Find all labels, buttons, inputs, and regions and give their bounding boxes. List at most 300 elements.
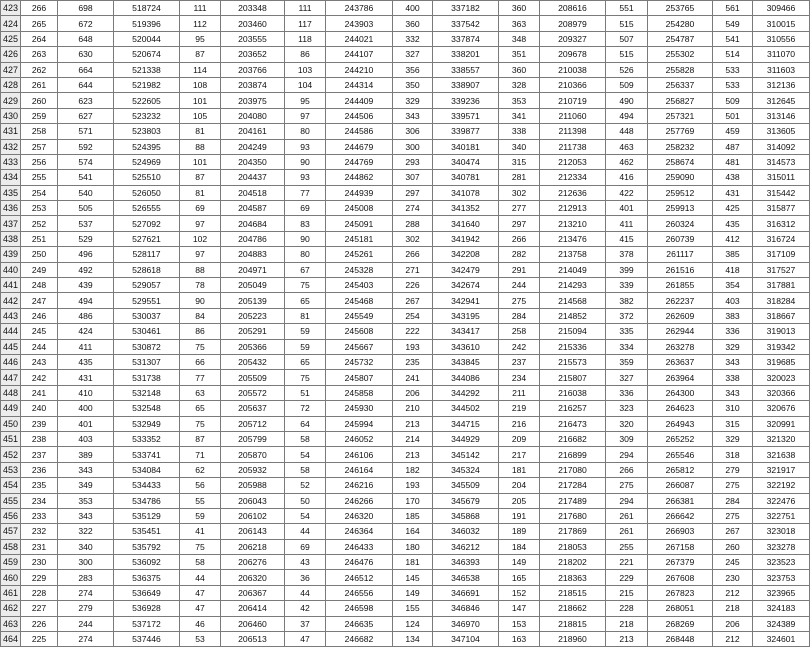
table-cell[interactable]: 236 <box>21 462 58 477</box>
row-header-cell[interactable]: 460 <box>1 570 21 585</box>
table-cell[interactable]: 205291 <box>221 324 285 339</box>
table-cell[interactable]: 294 <box>606 493 648 508</box>
table-cell[interactable]: 263964 <box>648 370 713 385</box>
row-header-cell[interactable]: 456 <box>1 508 21 523</box>
table-cell[interactable]: 245930 <box>326 401 393 416</box>
table-cell[interactable]: 284 <box>713 493 753 508</box>
table-cell[interactable]: 59 <box>285 339 326 354</box>
table-cell[interactable]: 337542 <box>433 16 499 31</box>
table-cell[interactable]: 246433 <box>326 539 393 554</box>
table-cell[interactable]: 507 <box>606 31 648 46</box>
table-cell[interactable]: 448 <box>606 124 648 139</box>
table-cell[interactable]: 343417 <box>433 324 499 339</box>
table-cell[interactable]: 275 <box>713 508 753 523</box>
table-cell[interactable]: 204518 <box>221 185 285 200</box>
table-cell[interactable]: 315877 <box>753 201 810 216</box>
table-cell[interactable]: 88 <box>180 262 221 277</box>
table-cell[interactable]: 520674 <box>114 47 180 62</box>
table-cell[interactable]: 206218 <box>221 539 285 554</box>
table-cell[interactable]: 246106 <box>326 447 393 462</box>
row-header-cell[interactable]: 431 <box>1 124 21 139</box>
table-cell[interactable]: 529551 <box>114 293 180 308</box>
table-cell[interactable]: 494 <box>606 108 648 123</box>
table-cell[interactable]: 533 <box>713 77 753 92</box>
table-cell[interactable]: 90 <box>180 293 221 308</box>
table-cell[interactable]: 206460 <box>221 616 285 631</box>
table-cell[interactable]: 501 <box>713 108 753 123</box>
table-cell[interactable]: 246216 <box>326 478 393 493</box>
table-cell[interactable]: 217 <box>499 447 540 462</box>
row-header-cell[interactable]: 459 <box>1 555 21 570</box>
table-cell[interactable]: 84 <box>180 308 221 323</box>
table-cell[interactable]: 244 <box>58 616 114 631</box>
table-cell[interactable]: 86 <box>285 47 326 62</box>
table-cell[interactable]: 399 <box>606 262 648 277</box>
table-cell[interactable]: 319013 <box>753 324 810 339</box>
table-cell[interactable]: 302 <box>499 185 540 200</box>
table-cell[interactable]: 411 <box>58 339 114 354</box>
row-header-cell[interactable]: 451 <box>1 431 21 446</box>
table-cell[interactable]: 359 <box>606 354 648 369</box>
table-cell[interactable]: 521982 <box>114 77 180 92</box>
table-cell[interactable]: 532949 <box>114 416 180 431</box>
table-cell[interactable]: 219 <box>499 401 540 416</box>
table-cell[interactable]: 549 <box>713 16 753 31</box>
table-cell[interactable]: 245 <box>713 555 753 570</box>
table-cell[interactable]: 232 <box>21 524 58 539</box>
table-cell[interactable]: 204 <box>499 478 540 493</box>
table-cell[interactable]: 341640 <box>433 216 499 231</box>
table-cell[interactable]: 235 <box>393 354 433 369</box>
table-cell[interactable]: 354 <box>713 278 753 293</box>
table-cell[interactable]: 265 <box>21 16 58 31</box>
table-cell[interactable]: 328 <box>499 77 540 92</box>
table-cell[interactable]: 490 <box>606 93 648 108</box>
table-cell[interactable]: 533 <box>713 62 753 77</box>
table-cell[interactable]: 317109 <box>753 247 810 262</box>
table-cell[interactable]: 216038 <box>540 385 606 400</box>
table-cell[interactable]: 185 <box>393 508 433 523</box>
table-cell[interactable]: 204883 <box>221 247 285 262</box>
table-cell[interactable]: 535451 <box>114 524 180 539</box>
row-header-cell[interactable]: 443 <box>1 308 21 323</box>
table-cell[interactable]: 75 <box>285 278 326 293</box>
table-cell[interactable]: 533352 <box>114 431 180 446</box>
table-cell[interactable]: 210366 <box>540 77 606 92</box>
table-cell[interactable]: 411 <box>606 216 648 231</box>
table-cell[interactable]: 93 <box>285 139 326 154</box>
table-cell[interactable]: 215 <box>606 585 648 600</box>
table-cell[interactable]: 261 <box>606 508 648 523</box>
table-cell[interactable]: 524969 <box>114 154 180 169</box>
table-cell[interactable]: 204971 <box>221 262 285 277</box>
table-cell[interactable]: 309466 <box>753 1 810 16</box>
row-header-cell[interactable]: 433 <box>1 154 21 169</box>
table-cell[interactable]: 627 <box>58 108 114 123</box>
table-cell[interactable]: 218202 <box>540 555 606 570</box>
table-cell[interactable]: 338 <box>499 124 540 139</box>
table-cell[interactable]: 206367 <box>221 585 285 600</box>
table-cell[interactable]: 206102 <box>221 508 285 523</box>
table-cell[interactable]: 342208 <box>433 247 499 262</box>
table-cell[interactable]: 532148 <box>114 385 180 400</box>
table-cell[interactable]: 204587 <box>221 201 285 216</box>
row-header-cell[interactable]: 427 <box>1 62 21 77</box>
table-cell[interactable]: 246682 <box>326 632 393 647</box>
table-cell[interactable]: 275 <box>606 478 648 493</box>
table-cell[interactable]: 203874 <box>221 77 285 92</box>
table-cell[interactable]: 267379 <box>648 555 713 570</box>
table-cell[interactable]: 218515 <box>540 585 606 600</box>
table-cell[interactable]: 234 <box>499 370 540 385</box>
table-cell[interactable]: 514 <box>713 47 753 62</box>
table-cell[interactable]: 41 <box>180 524 221 539</box>
table-cell[interactable]: 205870 <box>221 447 285 462</box>
table-cell[interactable]: 204249 <box>221 139 285 154</box>
table-cell[interactable]: 259090 <box>648 170 713 185</box>
table-cell[interactable]: 237 <box>499 354 540 369</box>
table-cell[interactable]: 245181 <box>326 231 393 246</box>
table-cell[interactable]: 351 <box>499 47 540 62</box>
row-header-cell[interactable]: 449 <box>1 401 21 416</box>
table-cell[interactable]: 203348 <box>221 1 285 16</box>
table-cell[interactable]: 337182 <box>433 1 499 16</box>
table-cell[interactable]: 238 <box>21 431 58 446</box>
table-cell[interactable]: 211738 <box>540 139 606 154</box>
table-cell[interactable]: 346691 <box>433 585 499 600</box>
table-cell[interactable]: 336 <box>713 324 753 339</box>
table-cell[interactable]: 266 <box>606 462 648 477</box>
table-cell[interactable]: 205509 <box>221 370 285 385</box>
table-cell[interactable]: 275 <box>713 478 753 493</box>
table-cell[interactable]: 244506 <box>326 108 393 123</box>
table-cell[interactable]: 117 <box>285 16 326 31</box>
table-cell[interactable]: 95 <box>285 93 326 108</box>
table-cell[interactable]: 435 <box>713 216 753 231</box>
table-cell[interactable]: 561 <box>713 1 753 16</box>
table-cell[interactable]: 266642 <box>648 508 713 523</box>
table-cell[interactable]: 492 <box>58 262 114 277</box>
table-cell[interactable]: 672 <box>58 16 114 31</box>
row-header-cell[interactable]: 440 <box>1 262 21 277</box>
table-cell[interactable]: 205572 <box>221 385 285 400</box>
table-cell[interactable]: 323523 <box>753 555 810 570</box>
row-header-cell[interactable]: 428 <box>1 77 21 92</box>
table-cell[interactable]: 267 <box>713 524 753 539</box>
table-cell[interactable]: 97 <box>285 108 326 123</box>
table-cell[interactable]: 217869 <box>540 524 606 539</box>
table-cell[interactable]: 246476 <box>326 555 393 570</box>
table-cell[interactable]: 261 <box>21 77 58 92</box>
table-cell[interactable]: 245549 <box>326 308 393 323</box>
table-cell[interactable]: 254 <box>21 185 58 200</box>
table-cell[interactable]: 255 <box>21 170 58 185</box>
table-cell[interactable]: 401 <box>58 416 114 431</box>
table-cell[interactable]: 321917 <box>753 462 810 477</box>
table-cell[interactable]: 184 <box>499 539 540 554</box>
table-cell[interactable]: 424 <box>58 324 114 339</box>
table-cell[interactable]: 112 <box>180 16 221 31</box>
table-cell[interactable]: 75 <box>180 416 221 431</box>
table-cell[interactable]: 403 <box>58 431 114 446</box>
table-cell[interactable]: 401 <box>606 201 648 216</box>
table-cell[interactable]: 205637 <box>221 401 285 416</box>
table-cell[interactable]: 257321 <box>648 108 713 123</box>
table-cell[interactable]: 147 <box>499 601 540 616</box>
table-cell[interactable]: 104 <box>285 77 326 92</box>
table-cell[interactable]: 335 <box>606 324 648 339</box>
table-cell[interactable]: 258674 <box>648 154 713 169</box>
table-cell[interactable]: 536649 <box>114 585 180 600</box>
table-cell[interactable]: 277 <box>499 201 540 216</box>
table-cell[interactable]: 261 <box>606 524 648 539</box>
table-cell[interactable]: 88 <box>180 139 221 154</box>
table-cell[interactable]: 244769 <box>326 154 393 169</box>
table-cell[interactable]: 193 <box>393 478 433 493</box>
table-cell[interactable]: 323965 <box>753 585 810 600</box>
table-cell[interactable]: 217080 <box>540 462 606 477</box>
table-cell[interactable]: 315011 <box>753 170 810 185</box>
table-cell[interactable]: 42 <box>285 601 326 616</box>
row-header-cell[interactable]: 457 <box>1 524 21 539</box>
table-cell[interactable]: 528618 <box>114 262 180 277</box>
table-cell[interactable]: 212636 <box>540 185 606 200</box>
table-cell[interactable]: 242 <box>21 370 58 385</box>
table-cell[interactable]: 235 <box>21 478 58 493</box>
table-cell[interactable]: 268051 <box>648 601 713 616</box>
table-cell[interactable]: 210719 <box>540 93 606 108</box>
table-cell[interactable]: 246266 <box>326 493 393 508</box>
table-cell[interactable]: 531738 <box>114 370 180 385</box>
table-cell[interactable]: 262 <box>21 62 58 77</box>
table-cell[interactable]: 540 <box>58 185 114 200</box>
table-cell[interactable]: 342479 <box>433 262 499 277</box>
table-cell[interactable]: 215807 <box>540 370 606 385</box>
table-cell[interactable]: 529 <box>58 231 114 246</box>
table-cell[interactable]: 206414 <box>221 601 285 616</box>
table-cell[interactable]: 523232 <box>114 108 180 123</box>
table-cell[interactable]: 249 <box>21 262 58 277</box>
row-header-cell[interactable]: 429 <box>1 93 21 108</box>
table-cell[interactable]: 203652 <box>221 47 285 62</box>
table-cell[interactable]: 217284 <box>540 478 606 493</box>
table-cell[interactable]: 551 <box>606 1 648 16</box>
table-cell[interactable]: 213210 <box>540 216 606 231</box>
table-cell[interactable]: 530461 <box>114 324 180 339</box>
table-cell[interactable]: 363 <box>499 16 540 31</box>
table-cell[interactable]: 118 <box>285 31 326 46</box>
table-cell[interactable]: 322 <box>58 524 114 539</box>
table-cell[interactable]: 246635 <box>326 616 393 631</box>
table-cell[interactable]: 463 <box>606 139 648 154</box>
table-cell[interactable]: 268269 <box>648 616 713 631</box>
table-cell[interactable]: 64 <box>285 416 326 431</box>
table-cell[interactable]: 323018 <box>753 524 810 539</box>
table-cell[interactable]: 93 <box>285 170 326 185</box>
table-cell[interactable]: 312136 <box>753 77 810 92</box>
table-cell[interactable]: 383 <box>713 308 753 323</box>
table-cell[interactable]: 226 <box>393 278 433 293</box>
table-cell[interactable]: 205366 <box>221 339 285 354</box>
table-cell[interactable]: 103 <box>285 62 326 77</box>
table-cell[interactable]: 279 <box>58 601 114 616</box>
table-cell[interactable]: 244210 <box>326 62 393 77</box>
table-cell[interactable]: 75 <box>285 370 326 385</box>
table-cell[interactable]: 245328 <box>326 262 393 277</box>
table-cell[interactable]: 314573 <box>753 154 810 169</box>
table-cell[interactable]: 206143 <box>221 524 285 539</box>
table-cell[interactable]: 338 <box>713 370 753 385</box>
table-cell[interactable]: 312645 <box>753 93 810 108</box>
table-cell[interactable]: 266087 <box>648 478 713 493</box>
table-cell[interactable]: 329 <box>713 339 753 354</box>
table-cell[interactable]: 47 <box>285 632 326 647</box>
table-cell[interactable]: 101 <box>180 93 221 108</box>
table-cell[interactable]: 536375 <box>114 570 180 585</box>
table-cell[interactable]: 336 <box>606 385 648 400</box>
table-cell[interactable]: 494 <box>58 293 114 308</box>
table-cell[interactable]: 343845 <box>433 354 499 369</box>
table-cell[interactable]: 56 <box>180 478 221 493</box>
table-cell[interactable]: 244107 <box>326 47 393 62</box>
table-cell[interactable]: 431 <box>713 185 753 200</box>
table-cell[interactable]: 152 <box>499 585 540 600</box>
table-cell[interactable]: 260739 <box>648 231 713 246</box>
table-cell[interactable]: 246598 <box>326 601 393 616</box>
table-cell[interactable]: 206320 <box>221 570 285 585</box>
table-cell[interactable]: 630 <box>58 47 114 62</box>
table-cell[interactable]: 239 <box>21 416 58 431</box>
table-cell[interactable]: 245403 <box>326 278 393 293</box>
table-cell[interactable]: 245091 <box>326 216 393 231</box>
table-cell[interactable]: 416 <box>606 170 648 185</box>
table-cell[interactable]: 155 <box>393 601 433 616</box>
table-cell[interactable]: 248 <box>21 278 58 293</box>
table-cell[interactable]: 264943 <box>648 416 713 431</box>
row-header-cell[interactable]: 426 <box>1 47 21 62</box>
table-cell[interactable]: 231 <box>21 539 58 554</box>
table-cell[interactable]: 245468 <box>326 293 393 308</box>
table-cell[interactable]: 300 <box>393 139 433 154</box>
table-cell[interactable]: 265812 <box>648 462 713 477</box>
table-cell[interactable]: 95 <box>180 31 221 46</box>
table-cell[interactable]: 343 <box>58 508 114 523</box>
table-cell[interactable]: 254280 <box>648 16 713 31</box>
table-cell[interactable]: 313605 <box>753 124 810 139</box>
table-cell[interactable]: 215336 <box>540 339 606 354</box>
table-cell[interactable]: 212334 <box>540 170 606 185</box>
table-cell[interactable]: 332 <box>393 31 433 46</box>
table-cell[interactable]: 592 <box>58 139 114 154</box>
table-cell[interactable]: 343 <box>393 108 433 123</box>
table-cell[interactable]: 245008 <box>326 201 393 216</box>
table-cell[interactable]: 344292 <box>433 385 499 400</box>
table-cell[interactable]: 274 <box>393 201 433 216</box>
table-cell[interactable]: 509 <box>713 93 753 108</box>
table-cell[interactable]: 72 <box>285 401 326 416</box>
table-cell[interactable]: 246164 <box>326 462 393 477</box>
table-cell[interactable]: 251 <box>21 231 58 246</box>
table-cell[interactable]: 233 <box>21 508 58 523</box>
table-cell[interactable]: 284 <box>499 308 540 323</box>
row-header-cell[interactable]: 445 <box>1 339 21 354</box>
table-cell[interactable]: 80 <box>285 124 326 139</box>
row-header-cell[interactable]: 434 <box>1 170 21 185</box>
table-cell[interactable]: 268448 <box>648 632 713 647</box>
table-cell[interactable]: 438 <box>713 170 753 185</box>
table-cell[interactable]: 87 <box>180 170 221 185</box>
table-cell[interactable]: 255 <box>606 539 648 554</box>
table-cell[interactable]: 218363 <box>540 570 606 585</box>
table-cell[interactable]: 346538 <box>433 570 499 585</box>
table-cell[interactable]: 254 <box>393 308 433 323</box>
table-cell[interactable]: 623 <box>58 93 114 108</box>
table-cell[interactable]: 58 <box>285 431 326 446</box>
table-cell[interactable]: 44 <box>285 524 326 539</box>
row-header-cell[interactable]: 435 <box>1 185 21 200</box>
table-cell[interactable]: 294 <box>606 447 648 462</box>
table-cell[interactable]: 58 <box>180 555 221 570</box>
table-cell[interactable]: 241 <box>393 370 433 385</box>
table-cell[interactable]: 261117 <box>648 247 713 262</box>
table-cell[interactable]: 244679 <box>326 139 393 154</box>
table-cell[interactable]: 245732 <box>326 354 393 369</box>
table-cell[interactable]: 87 <box>180 431 221 446</box>
table-cell[interactable]: 218662 <box>540 601 606 616</box>
table-cell[interactable]: 181 <box>499 462 540 477</box>
table-cell[interactable]: 266903 <box>648 524 713 539</box>
table-cell[interactable]: 260324 <box>648 216 713 231</box>
table-cell[interactable]: 345509 <box>433 478 499 493</box>
table-cell[interactable]: 346212 <box>433 539 499 554</box>
row-header-cell[interactable]: 425 <box>1 31 21 46</box>
table-cell[interactable]: 205988 <box>221 478 285 493</box>
table-cell[interactable]: 266381 <box>648 493 713 508</box>
table-cell[interactable]: 537446 <box>114 632 180 647</box>
table-cell[interactable]: 163 <box>499 632 540 647</box>
table-cell[interactable]: 337874 <box>433 31 499 46</box>
table-cell[interactable]: 281 <box>499 170 540 185</box>
table-cell[interactable]: 252 <box>21 216 58 231</box>
table-cell[interactable]: 228 <box>606 601 648 616</box>
table-cell[interactable]: 346846 <box>433 601 499 616</box>
table-cell[interactable]: 306 <box>393 124 433 139</box>
table-cell[interactable]: 204684 <box>221 216 285 231</box>
table-cell[interactable]: 214852 <box>540 308 606 323</box>
table-cell[interactable]: 327 <box>393 47 433 62</box>
table-cell[interactable]: 334 <box>606 339 648 354</box>
table-cell[interactable]: 343610 <box>433 339 499 354</box>
table-cell[interactable]: 261516 <box>648 262 713 277</box>
table-cell[interactable]: 244021 <box>326 31 393 46</box>
table-cell[interactable]: 522605 <box>114 93 180 108</box>
table-cell[interactable]: 253765 <box>648 1 713 16</box>
row-header-cell[interactable]: 461 <box>1 585 21 600</box>
table-cell[interactable]: 260 <box>21 93 58 108</box>
table-cell[interactable]: 320 <box>606 416 648 431</box>
table-cell[interactable]: 67 <box>285 262 326 277</box>
table-cell[interactable]: 324183 <box>753 601 810 616</box>
row-header-cell[interactable]: 424 <box>1 16 21 31</box>
table-cell[interactable]: 349 <box>58 478 114 493</box>
table-cell[interactable]: 317527 <box>753 262 810 277</box>
table-cell[interactable]: 216257 <box>540 401 606 416</box>
table-cell[interactable]: 265546 <box>648 447 713 462</box>
table-cell[interactable]: 214049 <box>540 262 606 277</box>
table-cell[interactable]: 246052 <box>326 431 393 446</box>
table-cell[interactable]: 145 <box>393 570 433 585</box>
table-cell[interactable]: 307 <box>393 170 433 185</box>
